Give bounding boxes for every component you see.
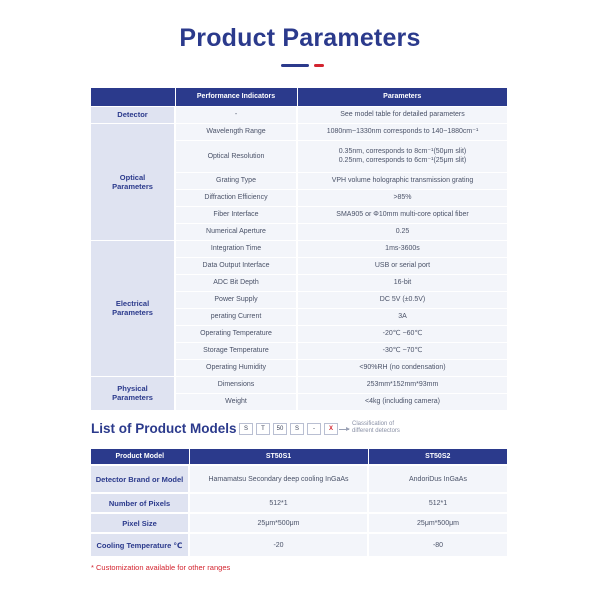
table-row xyxy=(91,465,507,493)
value-cell: Hamamatsu Secondary deep cooling InGaAs xyxy=(189,465,368,493)
value-cell: <90%RH (no condensation) xyxy=(297,359,507,376)
detector-row xyxy=(91,106,507,123)
model-code-box: 50 xyxy=(273,423,287,435)
group-detector: Detector xyxy=(91,106,175,123)
indicator-cell: Operating Humidity xyxy=(175,359,297,376)
title-underline-red xyxy=(314,64,324,67)
indicator-cell: Fiber Interface xyxy=(175,206,297,223)
indicator-cell: perating Current xyxy=(175,308,297,325)
models-header-row xyxy=(91,449,507,465)
value-cell: USB or serial port xyxy=(297,257,507,274)
group-label-line: Electrical xyxy=(115,299,150,308)
value-cell: -80 xyxy=(368,533,507,557)
row-label: Cooling Temperature ℃ xyxy=(91,533,189,557)
table-row xyxy=(91,123,507,140)
indicator-cell: Diffraction Efficiency xyxy=(175,189,297,206)
indicator-cell: - xyxy=(175,106,297,123)
header-blank xyxy=(91,88,175,106)
value-cell: AndoriDus InGaAs xyxy=(368,465,507,493)
value-cell: 16-bit xyxy=(297,274,507,291)
value-cell: 0.25 xyxy=(297,223,507,240)
group-physical-parameters xyxy=(91,376,175,410)
value-cell: 3A xyxy=(297,308,507,325)
value-cell: <4kg (including camera) xyxy=(297,393,507,410)
indicator-cell: Integration Time xyxy=(175,240,297,257)
value-cell: SMA905 or Φ10mm multi-core optical fiber xyxy=(297,206,507,223)
indicator-cell: Operating Temperature xyxy=(175,325,297,342)
value-cell: DC 5V (±0.5V) xyxy=(297,291,507,308)
value-cell: 25μm*500μm xyxy=(189,513,368,533)
parameters-table xyxy=(91,88,507,411)
note-line: Classification of xyxy=(352,421,395,427)
table-row xyxy=(91,376,507,393)
row-label: Number of Pixels xyxy=(91,493,189,513)
value-cell: 512*1 xyxy=(189,493,368,513)
indicator-cell: Power Supply xyxy=(175,291,297,308)
value-cell: 512*1 xyxy=(368,493,507,513)
value-cell: 1080nm~1330nm corresponds to 140~1880cm⁻¹ xyxy=(297,123,507,140)
table-row xyxy=(91,513,507,533)
indicator-cell: ADC Bit Depth xyxy=(175,274,297,291)
value-cell: -20℃ ~60℃ xyxy=(297,325,507,342)
product-models-table xyxy=(91,449,507,558)
table-row xyxy=(91,493,507,513)
row-label: Detector Brand or Model xyxy=(91,465,189,493)
header-parameters: Parameters xyxy=(297,88,507,106)
model-code-box: S xyxy=(239,423,253,435)
code-classification-note xyxy=(352,421,422,435)
arrow-right-icon xyxy=(339,429,349,430)
model-code-box: T xyxy=(256,423,270,435)
model-code-box: S xyxy=(290,423,304,435)
model-code-box: - xyxy=(307,423,321,435)
header-performance-indicators: Performance Indicators xyxy=(175,88,297,106)
header-product-model: Product Model xyxy=(91,449,189,465)
group-optical-parameters xyxy=(91,123,175,240)
value-cell: 253mm*152mm*93mm xyxy=(297,376,507,393)
indicator-cell: Storage Temperature xyxy=(175,342,297,359)
group-label-line: Parameters xyxy=(112,393,153,402)
models-section-title: List of Product Models xyxy=(91,421,237,436)
group-label-line: Parameters xyxy=(112,308,153,317)
indicator-cell: Data Output Interface xyxy=(175,257,297,274)
table-row xyxy=(91,533,507,557)
parameters-header-row xyxy=(91,88,507,106)
indicator-cell: Grating Type xyxy=(175,172,297,189)
value-line: 0.35nm, corresponds to 8cm⁻¹(50μm slit) xyxy=(338,148,467,155)
indicator-cell: Wavelength Range xyxy=(175,123,297,140)
page-title: Product Parameters xyxy=(179,24,421,52)
value-cell: VPH volume holographic transmission grating xyxy=(297,172,507,189)
group-label-line: Optical xyxy=(119,172,146,182)
note-line: different detectors xyxy=(352,428,400,434)
header-st50s2: ST50S2 xyxy=(368,449,507,465)
group-electrical-parameters xyxy=(91,240,175,376)
header-st50s1: ST50S1 xyxy=(189,449,368,465)
value-cell: -30℃ ~70℃ xyxy=(297,342,507,359)
value-cell xyxy=(297,140,507,172)
value-cell: 25μm*500μm xyxy=(368,513,507,533)
group-label-line: Physical xyxy=(117,384,148,393)
row-label: Pixel Size xyxy=(91,513,189,533)
indicator-cell: Optical Resolution xyxy=(175,140,297,172)
model-code-box-variable: X xyxy=(324,423,338,435)
value-cell: See model table for detailed parameters xyxy=(297,106,507,123)
group-label-line: Parameters xyxy=(112,181,153,191)
table-row xyxy=(91,240,507,257)
indicator-cell: Dimensions xyxy=(175,376,297,393)
title-underline-blue xyxy=(281,64,309,67)
value-cell: 1ms-3600s xyxy=(297,240,507,257)
customization-footnote: * Customization available for other ranges xyxy=(91,563,231,572)
value-cell: >85% xyxy=(297,189,507,206)
value-line: 0.25nm, corresponds to 6cm⁻¹(25μm slit) xyxy=(338,157,467,164)
value-cell: -20 xyxy=(189,533,368,557)
indicator-cell: Numerical Aperture xyxy=(175,223,297,240)
indicator-cell: Weight xyxy=(175,393,297,410)
